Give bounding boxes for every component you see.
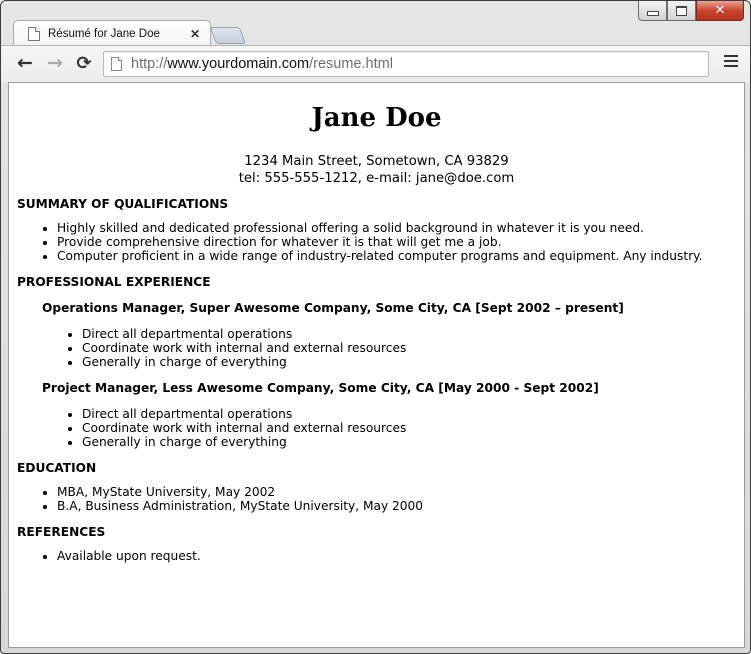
summary-heading: SUMMARY OF QUALIFICATIONS	[17, 197, 229, 211]
close-button[interactable]	[696, 1, 744, 21]
job-duties	[42, 407, 736, 449]
summary-list	[17, 221, 736, 263]
back-button[interactable]	[14, 52, 36, 74]
back-arrow-icon: ←	[17, 52, 33, 74]
url-host: www.yourdomain.com	[167, 56, 310, 72]
list-item: • Generally in charge of everything	[82, 355, 736, 369]
list-item: • Computer proficient in a wide range of industry-related computer programs and equipment. Any industry.	[57, 249, 736, 263]
minimize-button[interactable]	[638, 1, 667, 21]
list-item: • Available upon request.	[57, 549, 736, 563]
resume-page	[9, 103, 744, 563]
url-text	[131, 56, 393, 72]
address-bar[interactable]	[103, 51, 709, 77]
list-item: • Provide comprehensive direction for whatever it is that will get me a job.	[57, 235, 736, 249]
window-controls	[638, 1, 744, 21]
maximize-icon	[676, 6, 687, 16]
page-icon	[28, 27, 40, 41]
reload-icon: ⟳	[76, 52, 92, 74]
list-item: • Highly skilled and dedicated professional offering a solid background in whatever it is you need.	[57, 221, 736, 235]
list-item: • Coordinate work with internal and external resources	[82, 341, 736, 355]
job-entry	[42, 301, 736, 369]
job-title: Project Manager, Less Awesome Company, Some City, CA [May 2000 - Sept 2002]	[42, 381, 599, 395]
education-heading: EDUCATION	[17, 461, 97, 475]
references-heading: REFERENCES	[17, 525, 106, 539]
list-item: • MBA, MyState University, May 2002	[57, 485, 736, 499]
tab-close-icon[interactable]: ✕	[189, 27, 200, 41]
job-title: Operations Manager, Super Awesome Company, Some City, CA [Sept 2002 – present]	[42, 301, 624, 315]
minimize-icon	[647, 11, 659, 16]
forward-button[interactable]	[44, 52, 66, 74]
menu-icon[interactable]	[724, 55, 738, 70]
list-item: • Direct all departmental operations	[82, 327, 736, 341]
job-duties	[42, 327, 736, 369]
resume-name: Jane Doe	[311, 103, 442, 133]
new-tab-button[interactable]	[210, 27, 246, 44]
title-bar	[1, 1, 750, 45]
browser-toolbar	[1, 45, 750, 83]
experience-heading: PROFESSIONAL EXPERIENCE	[17, 275, 211, 289]
list-item: • Direct all departmental operations	[82, 407, 736, 421]
references-list	[17, 549, 736, 563]
list-item: • B.A, Business Administration, MyState University, May 2000	[57, 499, 736, 513]
close-icon: ✕	[714, 3, 726, 18]
url-path: /resume.html	[309, 56, 393, 72]
education-list	[17, 485, 736, 513]
tab-resume[interactable]	[13, 20, 211, 47]
page-viewport	[8, 82, 745, 648]
list-item: • Coordinate work with internal and external resources	[82, 421, 736, 435]
address-line: 1234 Main Street, Sometown, CA 93829	[244, 154, 509, 169]
tab-title: Résumé for Jane Doe	[48, 28, 160, 40]
reload-button[interactable]	[73, 52, 95, 74]
page-icon	[111, 57, 122, 71]
forward-arrow-icon: →	[47, 52, 63, 74]
list-item: • Generally in charge of everything	[82, 435, 736, 449]
contact-block	[17, 153, 736, 187]
url-scheme: http://	[131, 56, 168, 72]
job-entry	[42, 381, 736, 449]
maximize-button[interactable]	[667, 1, 696, 21]
contact-line: tel: 555-555-1212, e-mail: jane@doe.com	[238, 171, 515, 186]
